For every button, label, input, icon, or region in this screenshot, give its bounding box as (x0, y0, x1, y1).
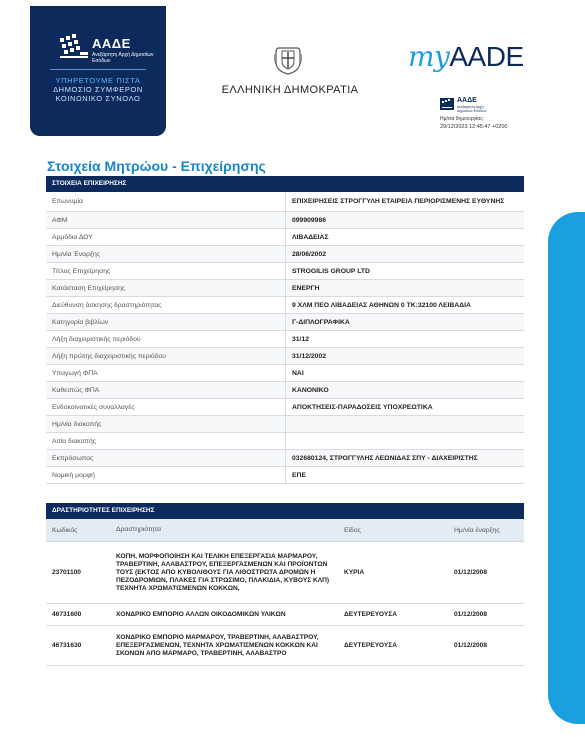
activity-start-date: 01/12/2008 (454, 611, 488, 618)
business-info-row (46, 314, 524, 331)
business-info-row (46, 263, 524, 280)
business-info-row (46, 382, 524, 399)
activity-description: ΧΟΝΔΡΙΚΟ ΕΜΠΟΡΙΟ ΜΑΡΜΑΡΟΥ, ΤΡΑΒΕΡΤΙΝΗ, ΑΛΑΒΑΣΤΡΟΥ, ΕΠΕΞΕΡΓΑΣΜΕΝΩΝ, ΤΕΧΝΗΤΑ ΧΡΩΜΑΤΙΣΜΕΝΩΝ ΚΟΚΚΩΝ ΚΑΙ ΣΚΟΝΩΝ ΑΠΟ ΜΑΡΜΑΡΟ, ΤΡΑΒΕΡΤΙΝΗ, ΑΛΑΒΑΣΤΡΟ (116, 633, 319, 657)
badge-subtitle: Ανεξάρτητη Αρχή Δημοσίων Εσόδων (92, 52, 154, 64)
activity-row (46, 626, 524, 666)
field-value: STROGILIS GROUP LTD (292, 267, 370, 275)
field-label: Ημ/νία διακοπής (46, 416, 286, 432)
field-label: ΑΦΜ (46, 212, 286, 228)
field-label: Λήξη διαχειριστικής περιόδου (46, 331, 286, 347)
activities-table (46, 503, 524, 666)
business-info-row (46, 280, 524, 297)
activities-header-row (46, 519, 524, 542)
field-value: 9 ΧΛΜ ΠΕΟ ΛΙΒΑΔΕΙΑΣ ΑΘΗΝΩΝ 0 ΤΚ:32100 ΛΕΙΒΑΔΙΑ (292, 301, 471, 309)
aade-stamp-icon (440, 98, 454, 110)
field-value: 31/12/2002 (292, 352, 327, 360)
myaade-logo (408, 40, 524, 73)
field-label: Επωνυμία (46, 192, 286, 211)
slogan-line: ΚΟΙΝΩΝΙΚΟ ΣΥΝΟΛΟ (55, 94, 141, 103)
field-label: Κατηγορία βιβλίων (46, 314, 286, 330)
field-label: Διεύθυνση άσκησης δραστηριότητας (46, 297, 286, 313)
business-info-row (46, 416, 524, 433)
field-value: 099909986 (292, 216, 327, 224)
business-info-row (46, 192, 524, 212)
activity-description: ΚΟΠΗ, ΜΟΡΦΟΠΟΙΗΣΗ ΚΑΙ ΤΕΛΙΚΗ ΕΠΕΞΕΡΓΑΣΙΑ ΜΑΡΜΑΡΟΥ, ΤΡΑΒΕΡΤΙΝΗ, ΑΛΑΒΑΣΤΡΟΥ, ΕΠΕΞΕΡΓΑΣΜΕΝΩΝ ΚΑΙ ΠΡΟΪΟΝΤΩΝ ΤΟΥΣ (ΕΚΤΟΣ ΑΠΟ ΚΥΒΟΛΙΘΟΥΣ ΓΙΑ ΛΙΘΟΣΤΡΩΤΑ ΔΡΟΜΩΝ Η ΠΕΖΟΔΡΟΜΙΩΝ, ΠΛΑΚΕΣ ΓΙΑ ΣΤΡΩΣΙΜΟ, ΠΛΑΚΙΔΙΑ, ΚΥΒΟΥΣ ΚΛΠ) ΤΕΧΝΗΤΑ ΧΡΩΜΑΤΙΣΜΕΝΩΝ ΚΟΚΚΩΝ, (116, 552, 330, 592)
activity-row (46, 542, 524, 604)
activity-description: ΧΟΝΔΡΙΚΟ ΕΜΠΟΡΙΟ ΑΛΛΩΝ ΟΙΚΟΔΟΜΙΚΩΝ ΥΛΙΚΩΝ (116, 610, 286, 618)
column-header-start-date: Ημ/νία έναρξης (454, 526, 500, 534)
aade-emblem-icon (60, 34, 90, 60)
business-info-row (46, 297, 524, 314)
field-label: Υπαγωγή ΦΠΑ (46, 365, 286, 381)
business-info-row (46, 229, 524, 246)
field-value: ΝΑΙ (292, 369, 304, 377)
field-value: ΚΑΝΟΝΙΚΟ (292, 386, 329, 394)
field-value: ΕΝΕΡΓΗ (292, 284, 320, 292)
myaade-logo-my: my (408, 40, 450, 73)
business-info-row (46, 433, 524, 450)
slogan-line: ΔΗΜΟΣΙΟ ΣΥΜΦΕΡΟΝ (53, 85, 143, 94)
activity-type: ΔΕΥΤΕΡΕΥΟΥΣΑ (344, 611, 397, 618)
business-info-row (46, 467, 524, 484)
business-info-row (46, 399, 524, 416)
business-info-table (46, 176, 524, 484)
field-value: ΕΠΕ (292, 471, 306, 479)
field-label: Αιτία διακοπής (46, 433, 286, 449)
activity-code: 23701100 (52, 569, 81, 576)
stamp-date-label: Ημ/νία δημιουργίας: (440, 116, 484, 122)
field-label: Ενδοκοινοτικές συναλλαγές (46, 399, 286, 415)
field-label: Αρμόδια ΔΟΥ (46, 229, 286, 245)
business-info-row (46, 348, 524, 365)
field-label: Κατάσταση Επιχείρησης (46, 280, 286, 296)
business-info-row (46, 450, 524, 467)
business-info-row (46, 212, 524, 229)
field-value: Γ-ΔΙΠΛΟΓΡΑΦΙΚΑ (292, 318, 350, 326)
column-header-type: Είδος (344, 526, 361, 534)
activity-type: ΔΕΥΤΕΡΕΥΟΥΣΑ (344, 642, 397, 649)
column-header-code: Κωδικός (52, 526, 78, 534)
field-value: ΑΠΟΚΤΗΣΕΙΣ-ΠΑΡΑΔΟΣΕΙΣ ΥΠΟΧΡΕΩΤΙΚΑ (292, 403, 433, 411)
hellenic-republic-emblem-icon (273, 44, 303, 76)
aade-logo-badge (30, 6, 166, 136)
activity-row (46, 604, 524, 626)
activity-start-date: 01/12/2008 (454, 569, 488, 576)
badge-brand-name: ΑΑΔΕ (92, 36, 131, 51)
field-label: Ημ/νία Έναρξης (46, 246, 286, 262)
field-label: Λήξη πρώτης διαχειριστικής περιόδου (46, 348, 286, 364)
field-value: 31/12 (292, 335, 310, 343)
activity-type: ΚΥΡΙΑ (344, 569, 365, 576)
field-value: ΕΠΙΧΕΙΡΗΣΕΙΣ ΣΤΡΟΓΓΥΛΗ ΕΤΑΙΡΕΙΑ ΠΕΡΙΟΡΙΣΜΕΝΗΣ ΕΥΘΥΝΗΣ (292, 198, 505, 205)
field-value: ΛΙΒΑΔΕΙΑΣ (292, 233, 329, 241)
activity-code: 46731630 (52, 642, 82, 649)
badge-divider (50, 69, 146, 70)
activity-code: 46731600 (52, 611, 82, 618)
creation-stamp (440, 96, 560, 136)
column-header-activity: Δραστηριότητα (116, 526, 162, 533)
myaade-logo-brand: AADE (449, 41, 524, 72)
stamp-brand-name: ΑΑΔΕ (457, 97, 477, 104)
activity-start-date: 01/12/2008 (454, 642, 488, 649)
republic-title: ΕΛΛΗΝΙΚΗ ΔΗΜΟΚΡΑΤΙΑ (221, 84, 359, 96)
field-label: Εκπρόσωπος (46, 450, 286, 466)
slogan-line: ΥΠΗΡΕΤΟΥΜΕ ΠΙΣΤΑ (55, 76, 141, 85)
field-label: Καθεστώς ΦΠΑ (46, 382, 286, 398)
badge-slogan (38, 76, 158, 103)
business-info-row (46, 331, 524, 348)
field-value: 032680124, ΣΤΡΟΓΓΥΛΗΣ ΛΕΩΝΙΔΑΣ ΣΠΥ - ΔΙΑΧΕΙΡΙΣΤΗΣ (292, 454, 478, 462)
business-info-heading: ΣΤΟΙΧΕΙΑ ΕΠΙΧΕΙΡΗΣΗΣ (46, 176, 524, 192)
field-label: Τίτλος Επιχείρησης (46, 263, 286, 279)
decorative-side-arc (548, 212, 585, 724)
activities-rows (46, 542, 524, 666)
stamp-subtitle: Ανεξάρτητη Αρχή Δημοσίων Εσόδων (457, 105, 487, 113)
field-value: 28/06/2002 (292, 250, 327, 258)
page-title: Στοιχεία Μητρώου - Επιχείρησης (47, 158, 266, 174)
field-label: Νομική μορφή (46, 467, 286, 483)
business-info-row (46, 365, 524, 382)
stamp-date-value: 29/12/2023 12:45:47 +0200 (440, 124, 508, 130)
activities-heading: ΔΡΑΣΤΗΡΙΟΤΗΤΕΣ ΕΠΙΧΕΙΡΗΣΗΣ (46, 503, 524, 519)
business-info-rows (46, 192, 524, 484)
business-info-row (46, 246, 524, 263)
